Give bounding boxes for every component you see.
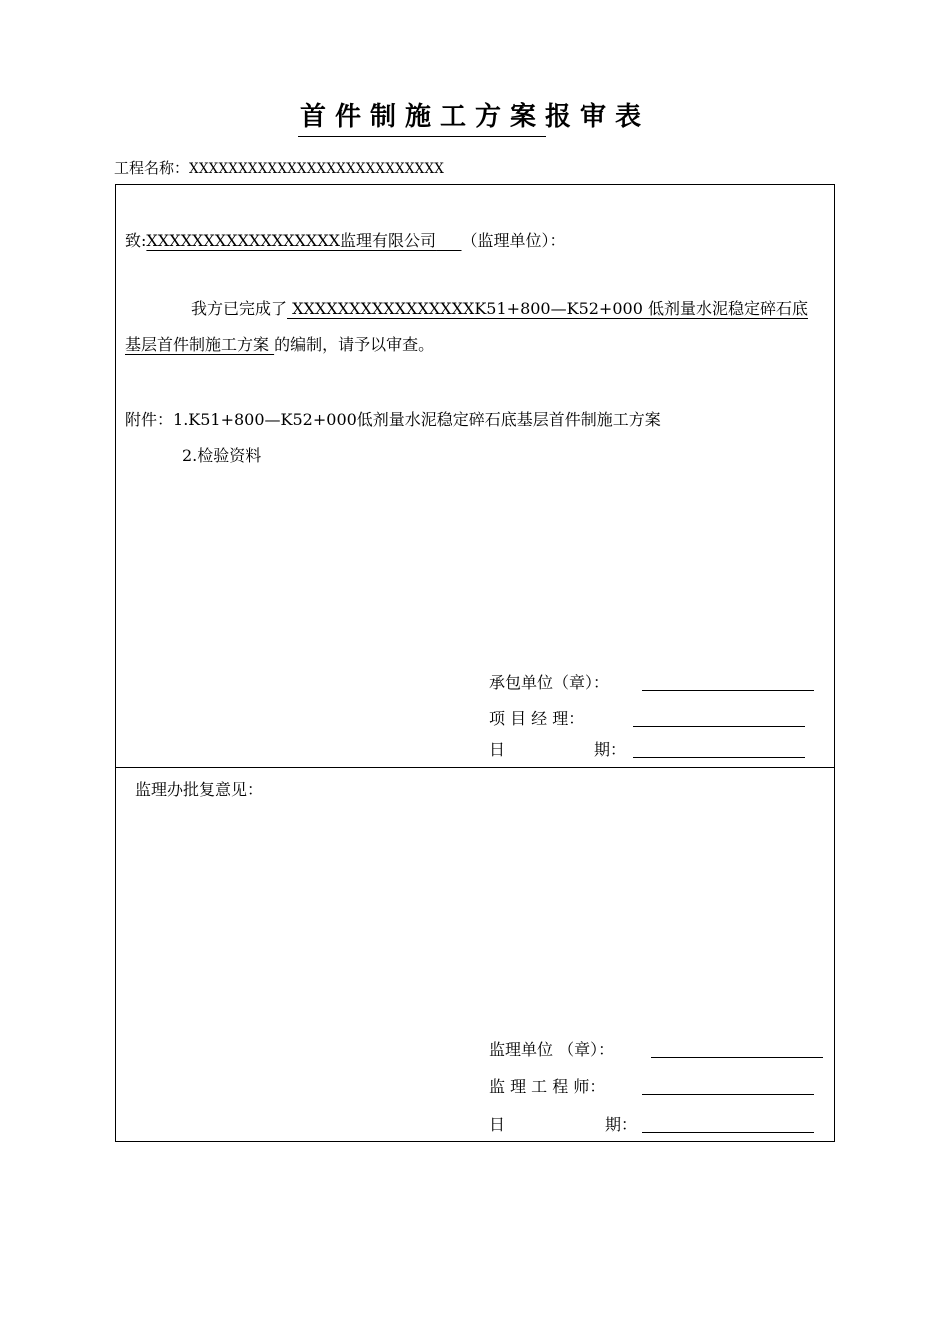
attachment-1 xyxy=(125,407,661,430)
attachment-1-text: 1.K51+800—K52+000低剂量水泥稳定碎石底基层首件制施工方案 xyxy=(173,410,661,429)
date-label-1a: 日 xyxy=(489,740,506,759)
body-end: 的编制，请予以审查。 xyxy=(274,335,435,354)
title-underline xyxy=(298,136,546,137)
date-label-1b: 期： xyxy=(594,740,627,759)
body-start: 我方已完成了 xyxy=(191,299,288,318)
page-title: 首件制施工方案报审表 xyxy=(299,102,650,132)
project-name xyxy=(114,157,444,178)
contractor-label: 承包单位（章）： xyxy=(489,673,610,692)
project-label: 工程名称： xyxy=(114,159,190,177)
date-label-2a: 日 xyxy=(489,1115,506,1134)
attachments-label: 附件： xyxy=(125,410,174,429)
engineer-signature-line xyxy=(642,1094,814,1095)
company-underline-gap xyxy=(436,231,461,250)
date-line-2 xyxy=(642,1132,814,1133)
supervisor-company: XXXXXXXXXXXXXXXXX监理有限公司 xyxy=(146,231,437,250)
pm-label: 项 目 经 理： xyxy=(489,709,585,728)
supervisor-suffix: （监理单位）： xyxy=(461,231,566,250)
supervisor-label: 监理单位 （章）： xyxy=(489,1040,615,1059)
opinion-label: 监理办批复意见： xyxy=(135,780,264,799)
date-label-2b: 期： xyxy=(605,1115,638,1134)
scheme-name-2: 基层首件制施工方案 xyxy=(125,335,275,354)
submission-section xyxy=(115,184,835,768)
contractor-signature-line xyxy=(642,690,814,691)
pm-signature-line xyxy=(633,726,805,727)
project-value: XXXXXXXXXXXXXXXXXXXXXXXXXX xyxy=(189,161,445,177)
engineer-label: 监 理 工 程 师： xyxy=(489,1077,606,1096)
body-line-1 xyxy=(191,296,808,319)
body-line-2 xyxy=(125,332,434,355)
attachment-2: 2.检验资料 xyxy=(182,446,262,465)
supervisor-signature-line xyxy=(651,1057,823,1058)
scheme-name-1: XXXXXXXXXXXXXXXXK51+800—K52+000 低剂量水泥稳定碎石底 xyxy=(287,299,808,318)
date-line-1 xyxy=(633,757,805,758)
addressee-line xyxy=(125,228,566,251)
approval-section xyxy=(115,767,835,1142)
to-prefix: 致: xyxy=(125,231,147,250)
